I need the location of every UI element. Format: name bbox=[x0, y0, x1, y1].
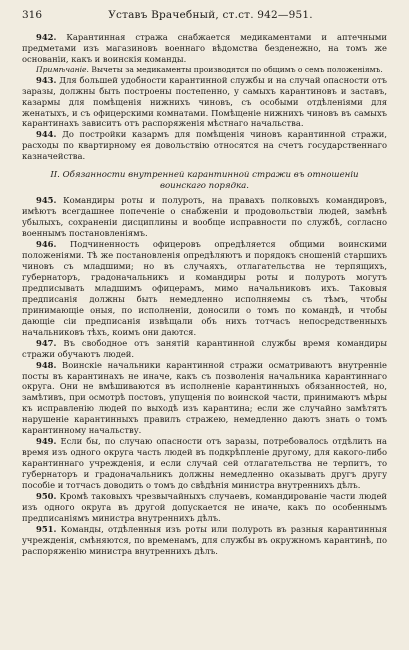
article-944 bbox=[22, 129, 387, 162]
article-text: Кромѣ таковыхъ чрезвычайныхъ случаевъ, командированіе части людей изъ одного округа въ другой допускается не иначе, какъ по особеннымъ предписаніямъ министра внутреннихъ дѣлъ. bbox=[22, 491, 387, 523]
article-number: 944. bbox=[36, 129, 57, 140]
article-text: Для большей удобности карантинной службы и на случай опасности отъ заразы, должны быть построены постепенно, у самыхъ карантиновъ и заставъ, казармы для помѣщенія нижнихъ чиновъ, съ особыми отдѣленіями для женатыхъ, и съ офицерскими комнатами. Помѣщеніе нижнихъ чиновъ въ самыхъ карантинахъ зависитъ отъ распоряженія мѣстнаго начальства. bbox=[22, 74, 387, 129]
article-number: 951. bbox=[36, 523, 57, 534]
article-text: Карантинная стража снабжается медикаментами и аптечными предметами изъ магазиновъ военнаго вѣдомства безденежно, на томъ же основаніи, какъ и воинскія команды. bbox=[22, 32, 387, 64]
article-948 bbox=[22, 360, 387, 437]
article-945 bbox=[22, 195, 387, 239]
article-942 bbox=[22, 32, 387, 65]
article-949 bbox=[22, 436, 387, 491]
article-text: Воинскіе начальники карантинной стражи осматриваютъ внутренніе посты въ карантинахъ не иначе, какъ съ позволенія начальника карантиннаго округа. Они не вмѣшиваются въ исполненіе карантинныхъ обязанностей, но, замѣтивъ, при осмотрѣ постовъ, упущенія по воинской части, принимаютъ мѣры къ исправленію людей по выходѣ изъ карантина; если же случайно замѣтятъ нарушеніе карантинныхъ правилъ стражею, немедленно даютъ знать о томъ карантинному начальству. bbox=[22, 359, 387, 436]
article-text: Команды, отдѣленныя изъ роты или полуроть въ разныя карантинныя учрежденія, смѣняются, по временамъ, для службы въ окружномъ карантинѣ, по распоряженію министра внутреннихъ дѣлъ. bbox=[22, 523, 387, 556]
article-number: 942. bbox=[36, 32, 57, 42]
article-number: 943. bbox=[36, 74, 57, 85]
article-number: 945. bbox=[36, 195, 57, 206]
article-text: Командиры роты и полуроть, на правахъ полковыхъ командировъ, имѣютъ всегдашнее попеченіе о снабженіи и продовольствіи людей, замѣнѣ убылыхъ, сохраненіи дисциплины и вообще исправности по службѣ, согласно военнымъ постановленіямъ. bbox=[22, 195, 387, 239]
note-lead: Примѣчаніе. bbox=[36, 64, 89, 74]
article-946 bbox=[22, 239, 387, 338]
article-number: 947. bbox=[36, 337, 57, 348]
article-text: Подчиненность офицеровъ опредѣляется общими воинскими положеніями. Тѣ же постановленія опредѣляютъ и порядокъ сношеній старшихъ чиновъ съ младшими; но въ случаяхъ, отлагательства не терпящихъ, губернаторъ, градоначальникъ и командиры роты и полуроть могутъ предписывать младшимъ офицерамъ, мимо начальниковъ ихъ. Таковыя предписанія должны быть немедленно исполняемы съ тѣмъ, чтобы принимающіе оныя, по исполненіи, доносили о томъ по командѣ, и чтобы дающіе сіи предписанія извѣщали объ нихъ тотчасъ непосредственныхъ начальниковъ тѣхъ, коимъ они даются. bbox=[22, 239, 387, 337]
page-header bbox=[22, 9, 387, 25]
article-text: Въ свободное отъ занятій карантинной службы время командиры стражи обучаютъ людей. bbox=[22, 337, 387, 359]
section-title: II. Обязанности внутренней карантинной стражи въ отношеніи воинскаго порядка. bbox=[50, 170, 359, 192]
note-text: Вычеты за медикаменты производятся по общимъ о семъ положеніямъ. bbox=[91, 64, 383, 74]
article-943 bbox=[22, 75, 387, 130]
article-number: 948. bbox=[36, 359, 57, 370]
article-number: 950. bbox=[36, 491, 57, 502]
article-text: Если бы, по случаю опасности отъ заразы, потребовалось отдѣлить на время изъ одного округа часть людей въ подкрѣпленіе другому, для какого-либо карантиннаго учрежденія, и если случай сей отлагательства не терпитъ, то губернаторъ и градоначальникъ должны немедленно оказывать другъ другу пособіе и тотчасъ доводить о томъ до свѣдѣнія министра внутреннихъ дѣлъ. bbox=[22, 436, 387, 491]
article-951 bbox=[22, 524, 387, 557]
article-number: 946. bbox=[36, 239, 57, 250]
article-text: До постройки казармъ для помѣщенія чиновъ карантинной стражи, расходы по квартирному ея довольствію относятся на счетъ государственнаго казначейства. bbox=[22, 129, 387, 162]
article-950 bbox=[22, 491, 387, 524]
article-947 bbox=[22, 338, 387, 360]
article-number: 949. bbox=[36, 436, 57, 447]
page-number: 316 bbox=[22, 9, 43, 21]
running-title: Уставъ Врачебный, ст.ст. 942—951. bbox=[108, 9, 313, 21]
note-paragraph bbox=[22, 65, 387, 75]
